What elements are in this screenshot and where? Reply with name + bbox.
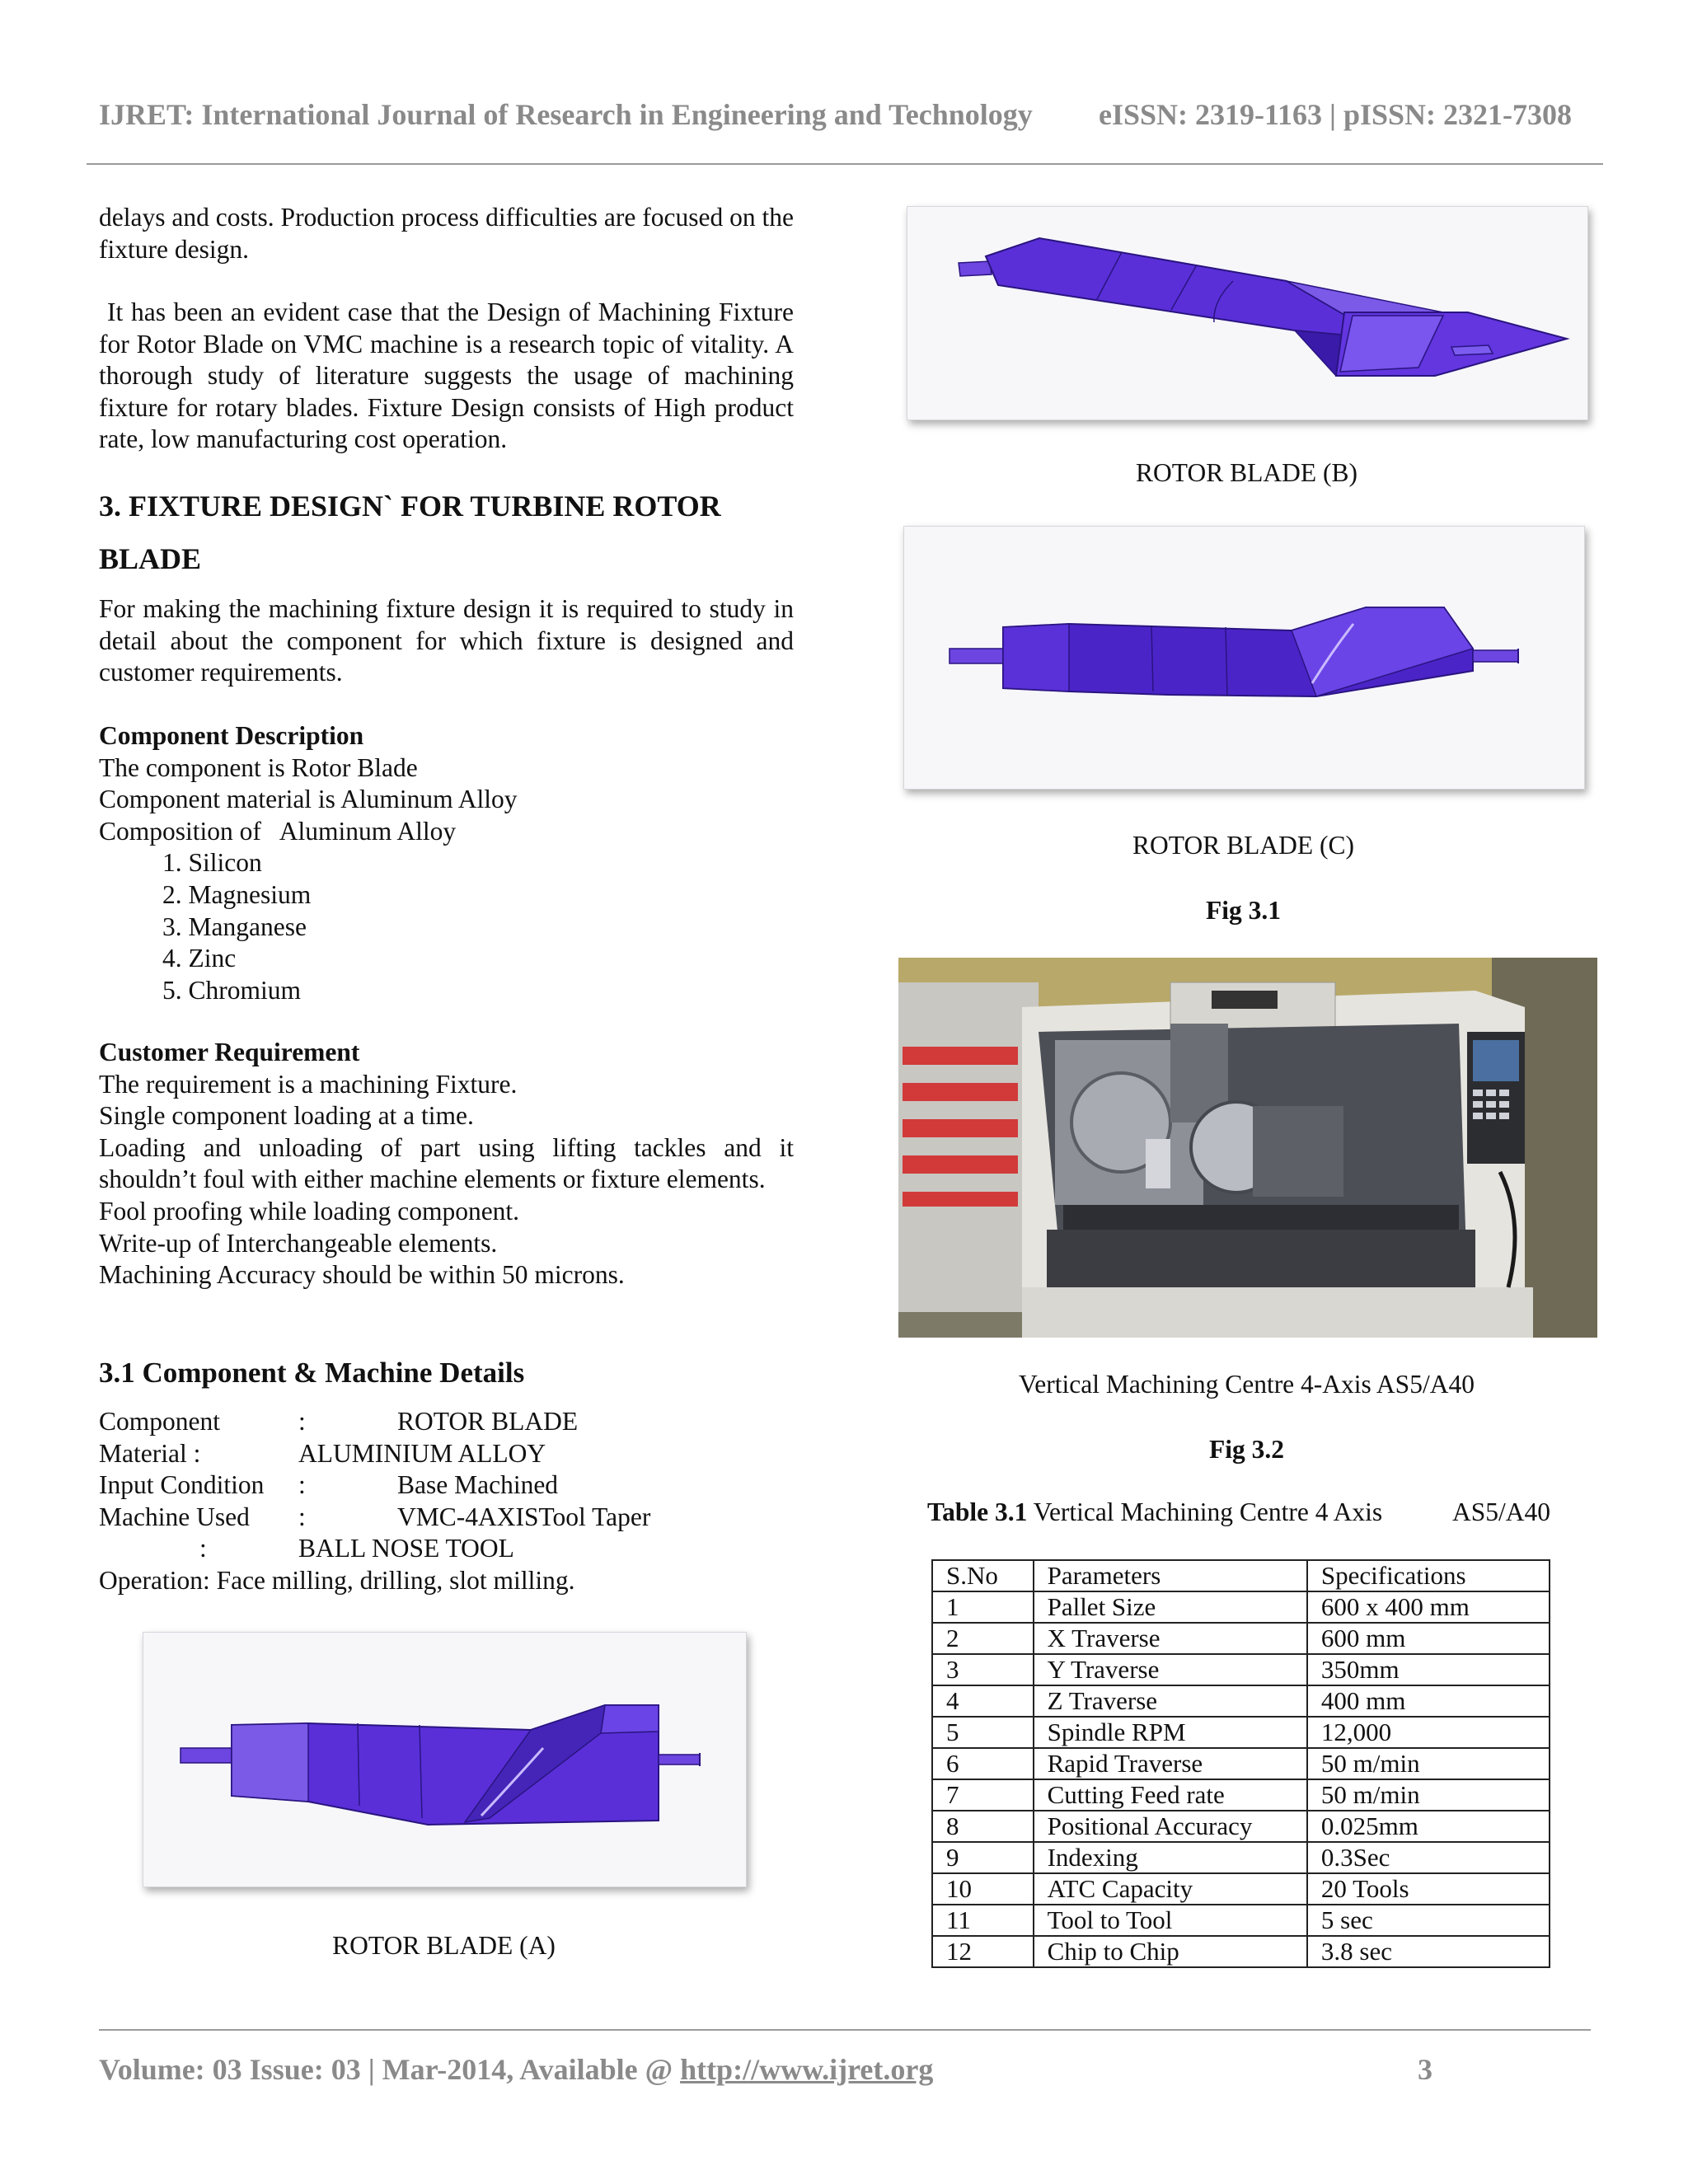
paragraph-text: delays and costs. Production process difficulties are focused on the fixture design. bbox=[99, 203, 794, 264]
requirement-line: Single component loading at a time. bbox=[99, 1101, 474, 1131]
machine-details bbox=[99, 1406, 794, 1597]
detail-label: Material : bbox=[99, 1438, 201, 1468]
rotor-blade-b-illustration bbox=[907, 207, 1587, 419]
table-cell: 3.8 sec bbox=[1307, 1936, 1550, 1967]
table-cell: 0.3Sec bbox=[1307, 1842, 1550, 1873]
fig-c-caption: ROTOR BLADE (C) bbox=[1132, 831, 1354, 860]
requirement-line: The requirement is a machining Fixture. bbox=[99, 1069, 518, 1099]
table-cell: 600 mm bbox=[1307, 1623, 1550, 1654]
customer-requirement bbox=[99, 1037, 794, 1291]
table-cell: 7 bbox=[932, 1779, 1034, 1811]
page-number: 3 bbox=[1418, 2053, 1432, 2086]
paragraph-text: It has been an evident case that the Design of Machining Fixture for Rotor Blade on VMC machine is a research topic of vitality. A thorough study of literature suggests the usage of machining fixture for rotary blades. Fixture Design consists of High product rate, low manufacturing cost operation. bbox=[99, 298, 794, 454]
table-cell: 50 m/min bbox=[1307, 1779, 1550, 1811]
paragraph-text: For making the machining fixture design it is required to study in detail about the component for which fixture is designed and customer requirements. bbox=[99, 594, 794, 687]
design-intro-paragraph bbox=[99, 593, 794, 689]
fig-3-2-label: Fig 3.2 bbox=[1209, 1435, 1284, 1464]
detail-label: Machine Used bbox=[99, 1502, 250, 1531]
table-row bbox=[932, 1779, 1550, 1811]
table-row bbox=[932, 1591, 1550, 1623]
table-title-text: Vertical Machining Centre 4 Axis bbox=[1033, 1497, 1383, 1526]
journal-link[interactable]: http://www.ijret.org bbox=[680, 2053, 934, 2086]
table-cell: ATC Capacity bbox=[1034, 1873, 1307, 1905]
detail-value: BALL NOSE TOOL bbox=[298, 1534, 514, 1563]
component-description bbox=[99, 720, 794, 1006]
table-cell: Indexing bbox=[1034, 1842, 1307, 1873]
detail-label: Component bbox=[99, 1407, 220, 1436]
detail-separator: : bbox=[199, 1534, 207, 1563]
table-cell: Z Traverse bbox=[1034, 1685, 1307, 1717]
table-cell: Chip to Chip bbox=[1034, 1936, 1307, 1967]
requirement-line: Machining Accuracy should be within 50 microns. bbox=[99, 1260, 625, 1290]
composition-list bbox=[99, 847, 794, 1006]
operation-line: Operation: Face milling, drilling, slot milling. bbox=[99, 1565, 575, 1595]
table-row bbox=[932, 1717, 1550, 1748]
footer-divider bbox=[99, 2029, 1591, 2031]
table-number: Table 3.1 bbox=[927, 1497, 1028, 1526]
fig-b-caption: ROTOR BLADE (B) bbox=[1136, 458, 1357, 487]
table-cell: Positional Accuracy bbox=[1034, 1811, 1307, 1842]
specification-table bbox=[931, 1559, 1550, 1968]
table-row bbox=[932, 1842, 1550, 1873]
table-row bbox=[932, 1623, 1550, 1654]
table-cell: 2 bbox=[932, 1623, 1034, 1654]
fig-a-caption: ROTOR BLADE (A) bbox=[332, 1931, 556, 1960]
detail-label: Input Condition bbox=[99, 1470, 265, 1500]
table-cell: 3 bbox=[932, 1654, 1034, 1685]
fig-3-1-label: Fig 3.1 bbox=[1206, 896, 1281, 925]
table-cell: 11 bbox=[932, 1905, 1034, 1936]
detail-row bbox=[99, 1502, 794, 1534]
table-cell: 12 bbox=[932, 1936, 1034, 1967]
table-cell: 5 sec bbox=[1307, 1905, 1550, 1936]
list-item: 4. Zinc bbox=[162, 944, 237, 973]
section-heading: 3. FIXTURE DESIGN` FOR TURBINE ROTOR bbox=[99, 490, 721, 523]
vitality-paragraph bbox=[99, 297, 794, 456]
vmc-machine-photo bbox=[898, 958, 1597, 1338]
running-header bbox=[99, 97, 1582, 132]
detail-separator: : bbox=[298, 1470, 306, 1500]
rotor-blade-c-illustration bbox=[904, 527, 1584, 789]
table-cell: 4 bbox=[932, 1685, 1034, 1717]
detail-row bbox=[99, 1469, 794, 1502]
running-footer bbox=[99, 2052, 1451, 2087]
footer-volume: Volume: 03 Issue: 03 | Mar-2014, Available @ bbox=[99, 2053, 681, 2086]
table-cell: 600 x 400 mm bbox=[1307, 1591, 1550, 1623]
component-description-heading: Component Description bbox=[99, 721, 364, 750]
table-row bbox=[932, 1936, 1550, 1967]
rotor-blade-b-figure bbox=[907, 206, 1588, 420]
table-cell: 12,000 bbox=[1307, 1717, 1550, 1748]
detail-value: Base Machined bbox=[397, 1470, 559, 1500]
table-header-cell: Parameters bbox=[1034, 1560, 1307, 1591]
detail-separator: : bbox=[298, 1407, 306, 1436]
table-cell: 10 bbox=[932, 1873, 1034, 1905]
description-line: Component material is Aluminum Alloy bbox=[99, 785, 518, 814]
table-row bbox=[932, 1905, 1550, 1936]
table-cell: 400 mm bbox=[1307, 1685, 1550, 1717]
table-cell: 6 bbox=[932, 1748, 1034, 1779]
detail-row bbox=[99, 1406, 794, 1438]
section-heading-continued: BLADE bbox=[99, 542, 202, 575]
table-cell: 8 bbox=[932, 1811, 1034, 1842]
detail-value: ROTOR BLADE bbox=[397, 1407, 579, 1436]
table-row bbox=[932, 1654, 1550, 1685]
intro-paragraph bbox=[99, 202, 794, 265]
machine-caption: Vertical Machining Centre 4-Axis AS5/A40 bbox=[1019, 1370, 1475, 1399]
detail-row bbox=[99, 1533, 794, 1565]
table-row bbox=[932, 1873, 1550, 1905]
table-row bbox=[932, 1811, 1550, 1842]
table-cell: Y Traverse bbox=[1034, 1654, 1307, 1685]
rotor-blade-c-figure bbox=[903, 526, 1585, 790]
table-cell: Spindle RPM bbox=[1034, 1717, 1307, 1748]
table-header-cell: Specifications bbox=[1307, 1560, 1550, 1591]
table-cell: 20 Tools bbox=[1307, 1873, 1550, 1905]
list-item: 2. Magnesium bbox=[162, 879, 312, 909]
requirement-paragraph: Loading and unloading of part using lifting tackles and it shouldn’t foul with either machine elements or fixture elements. bbox=[99, 1132, 794, 1194]
journal-title: IJRET: International Journal of Research in Engineering and Technology bbox=[99, 98, 1033, 131]
table-cell: X Traverse bbox=[1034, 1623, 1307, 1654]
customer-requirement-heading: Customer Requirement bbox=[99, 1038, 360, 1066]
table-header-row bbox=[932, 1560, 1550, 1591]
detail-value: VMC-4AXISTool Taper bbox=[397, 1502, 651, 1531]
list-item: 1. Silicon bbox=[162, 848, 262, 878]
table-title bbox=[927, 1497, 1382, 1529]
table-title-model: AS5/A40 bbox=[1452, 1497, 1551, 1526]
description-line: Composition of Aluminum Alloy bbox=[99, 816, 457, 846]
header-divider bbox=[87, 163, 1603, 165]
detail-row bbox=[99, 1438, 794, 1470]
table-cell: 9 bbox=[932, 1842, 1034, 1873]
issn: eISSN: 2319-1163 | pISSN: 2321-7308 bbox=[1099, 98, 1572, 131]
description-line: The component is Rotor Blade bbox=[99, 752, 418, 782]
detail-separator: : bbox=[298, 1502, 306, 1531]
vmc-machine-illustration bbox=[898, 958, 1597, 1338]
table-header-cell: S.No bbox=[932, 1560, 1034, 1591]
detail-value: ALUMINIUM ALLOY bbox=[298, 1438, 546, 1468]
table-cell: 1 bbox=[932, 1591, 1034, 1623]
table-cell: 50 m/min bbox=[1307, 1748, 1550, 1779]
table-row bbox=[932, 1685, 1550, 1717]
table-cell: Rapid Traverse bbox=[1034, 1748, 1307, 1779]
table-cell: Cutting Feed rate bbox=[1034, 1779, 1307, 1811]
list-item: 5. Chromium bbox=[162, 975, 302, 1005]
rotor-blade-a-figure bbox=[143, 1632, 747, 1887]
table-row bbox=[932, 1748, 1550, 1779]
table-cell: 5 bbox=[932, 1717, 1034, 1748]
list-item: 3. Manganese bbox=[162, 912, 307, 941]
table-cell: 0.025mm bbox=[1307, 1811, 1550, 1842]
rotor-blade-a-illustration bbox=[143, 1633, 746, 1886]
subsection-heading: 3.1 Component & Machine Details bbox=[99, 1357, 525, 1389]
table-cell: Pallet Size bbox=[1034, 1591, 1307, 1623]
table-cell: Tool to Tool bbox=[1034, 1905, 1307, 1936]
table-cell: 350mm bbox=[1307, 1654, 1550, 1685]
requirement-line: Write-up of Interchangeable elements. bbox=[99, 1228, 498, 1258]
requirement-line: Fool proofing while loading component. bbox=[99, 1196, 520, 1226]
